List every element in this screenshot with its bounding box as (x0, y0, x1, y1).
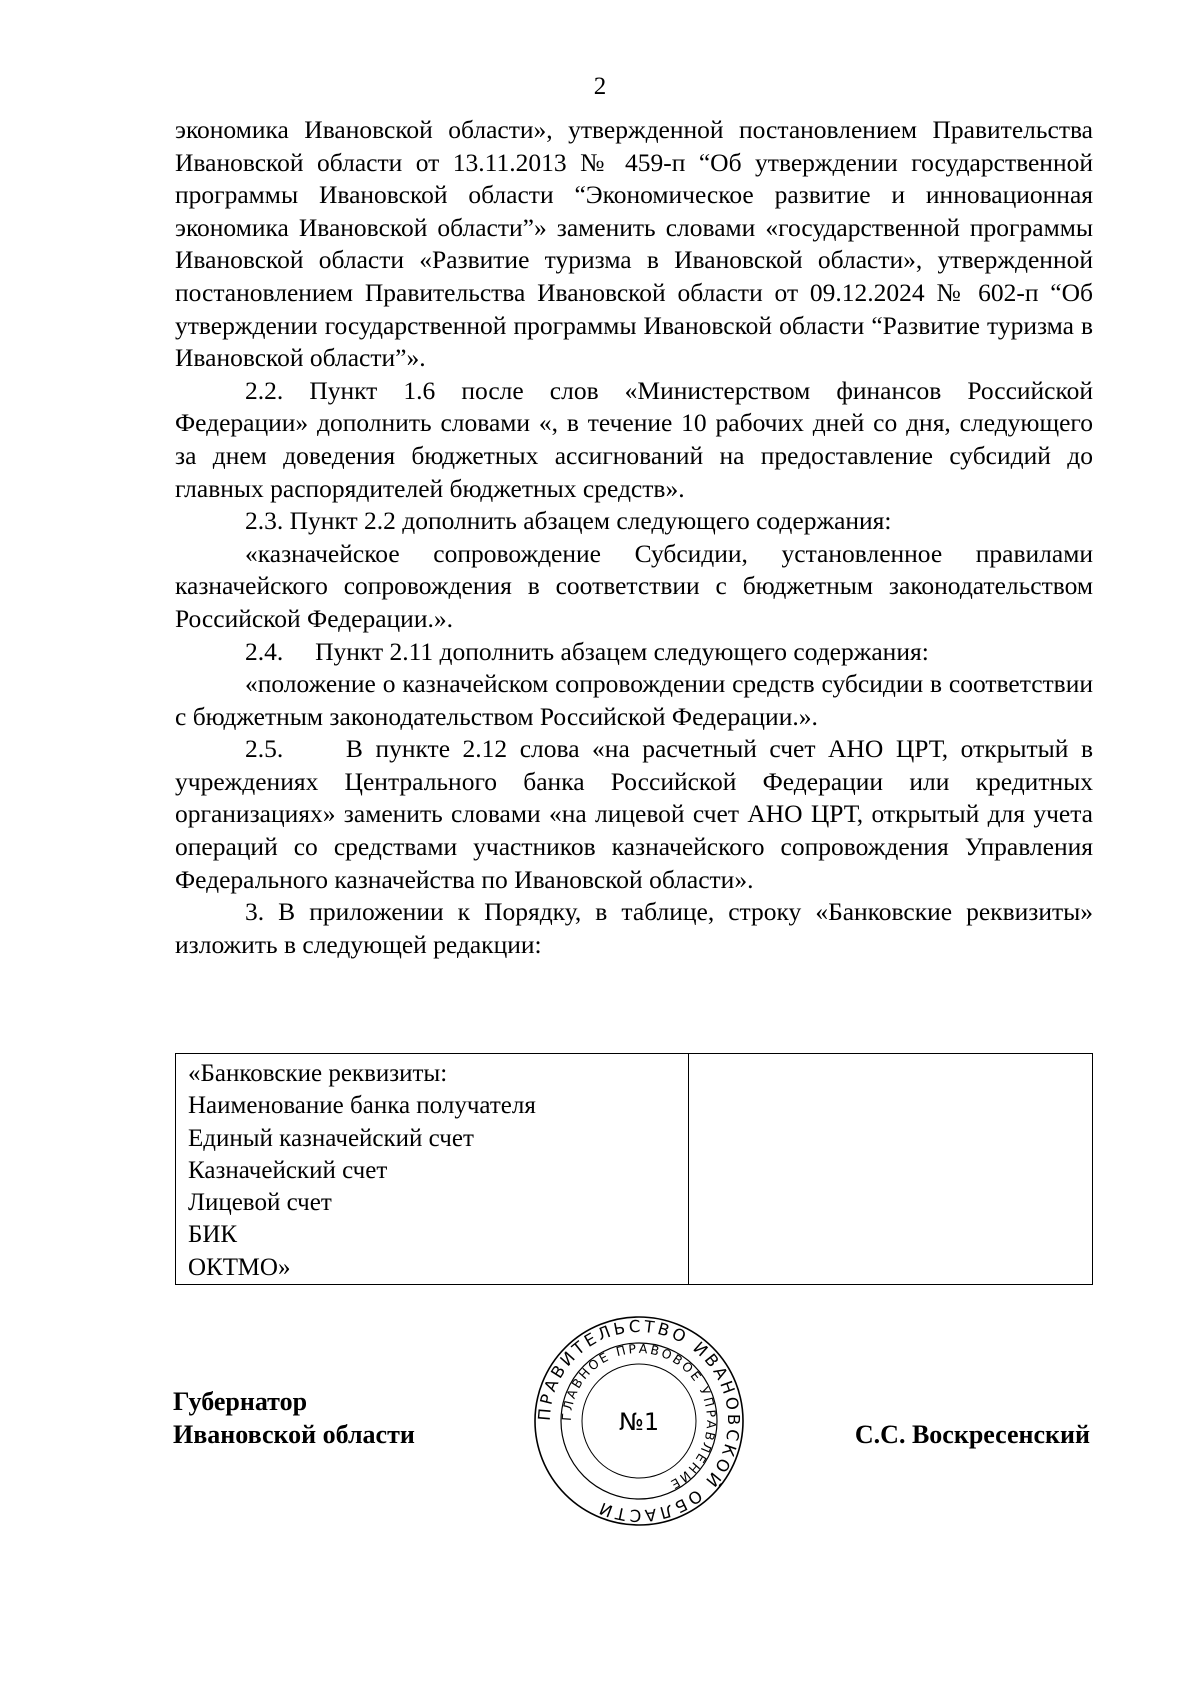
paragraph-2-4: 2.4. Пункт 2.11 дополнить абзацем следующего содержания: (245, 636, 929, 666)
page-number: 2 (593, 73, 607, 100)
paragraph-2-2: 2.2. Пункт 1.6 после слов «Министерством финансов Российской Федерации» дополнить словами «, в течение 10 рабочих дней со дня, следующего за днем доведения бюджетных ассигнований на предоставление субсидий до главных распорядителей бюджетных средств». (175, 375, 1093, 503)
table-line-bank-name: Наименование банка получателя (188, 1092, 536, 1120)
paragraph-2-3-quote: «казначейское сопровождение Субсидии, установленное правилами казначейского сопровождения в соответствии с бюджетным законодательством Российской Федерации.». (175, 538, 1093, 633)
bank-details-table (175, 1053, 1093, 1285)
table-line-oktmo: ОКТМО» (188, 1253, 291, 1281)
signatory-role (173, 1385, 415, 1451)
paragraph-continuation: экономика Ивановской области», утвержденной постановлением Правительства Ивановской области от 13.11.2013 № 459-п “Об утверждении государственной программы Ивановской области “Экономическое развитие и инновационная экономика Ивановской области”» заменить словами «государственной программы Ивановской области «Развитие туризма в Ивановской области», утвержденной постановлением Правительства Ивановской области от 09.12.2024 № 602-п “Об утверждении государственной программы Ивановской области “Развитие туризма в Ивановской области”». (175, 115, 1093, 373)
table-row (176, 1054, 1093, 1285)
seal-outer-text: ПРАВИТЕЛЬСТВО ИВАНОВСКОЙ ОБЛАСТИ (534, 1316, 744, 1526)
signatory-role-line1: Губернатор (173, 1387, 308, 1416)
signatory-name: С.С. Воскресенский (854, 1420, 1090, 1449)
paragraph-2-5: 2.5. В пункте 2.12 слова «на расчетный счет АНО ЦРТ, открытый в учреждениях Центрального банка Российской Федерации или кредитных организациях» заменить словами «на лицевой счет АНО ЦРТ, открытый для учета операций со средствами участников казначейского сопровождения Управления Федерального казначейства по Ивановской области». (175, 734, 1100, 894)
table-line-single-treasury-account: Единый казначейский счет (188, 1124, 474, 1152)
official-seal-stamp (530, 1312, 748, 1530)
paragraph-3: 3. В приложении к Порядку, в таблице, строку «Банковские реквизиты» изложить в следующей редакции: (175, 897, 1093, 959)
bank-details-labels-cell (176, 1054, 689, 1285)
paragraph-2-4-quote: «положение о казначейском сопровождении средств субсидии в соответствии с бюджетным законодательством Российской Федерации.». (175, 669, 1093, 731)
seal-number: №1 (618, 1408, 660, 1436)
table-line-treasury-account: Казначейский счет (188, 1156, 388, 1184)
paragraph-2-3: 2.3. Пункт 2.2 дополнить абзацем следующего содержания: (245, 506, 892, 536)
bank-details-values-cell (689, 1054, 1093, 1285)
table-line-heading: «Банковские реквизиты: (188, 1060, 448, 1087)
table-line-bik: БИК (188, 1221, 238, 1249)
document-body (175, 114, 1100, 961)
seal-inner-text: ГЛАВНОЕ ПРАВОВОЕ УПРАВЛЕНИЕ (558, 1340, 720, 1494)
table-line-personal-account: Лицевой счет (188, 1189, 332, 1217)
signatory-role-line2: Ивановской области (173, 1420, 415, 1449)
